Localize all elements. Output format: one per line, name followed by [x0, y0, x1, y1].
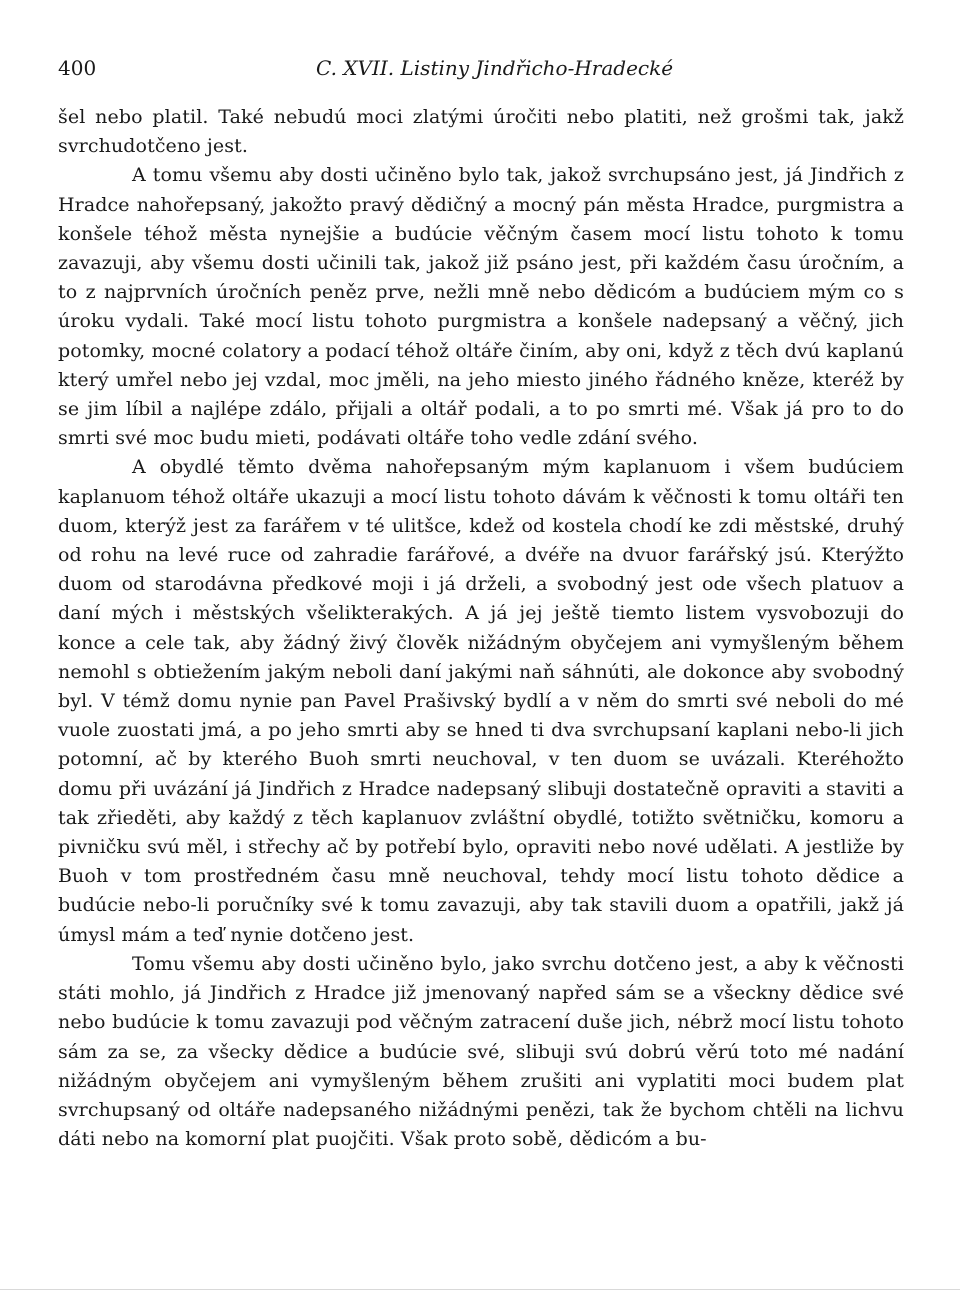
- page-number: 400: [58, 56, 97, 80]
- paragraph: A tomu všemu aby dosti učiněno bylo tak, jakož svrchupsáno jest, já Jindřich z Hradce nahořepsaný, jakožto pravý dědičný a mocný pán města Hradce, purgmistra a konšele téhož města nynejšie a budúcie věčným časem mocí listu tohoto k tomu zavazuji, aby všemu dosti učinili tak, jakož již psáno jest, při každém času úročním, a to z najprvních úročních peněz prve, nežli mně nebo dědicóm a budúciem mým co s úroku vydali. Také mocí listu tohoto purgmistra a konšele nadepsaný a věčný, jich potomky, mocné colatory a podací téhož oltáře činím, aby oni, když z těch dvú kaplanú který umřel nebo jej vzdal, moc jměli, na jeho miesto jiného řádného kněze, kteréž by se jim líbil a najlépe zdálo, přijali a oltář podali, a to po smrti mé. Však já pro to do smrti své moc budu mieti, podávati oltáře toho vedle zdání svého.: [58, 164, 904, 450]
- page-edge-rule: [0, 1289, 960, 1290]
- paragraph: Tomu všemu aby dosti učiněno bylo, jako svrchu dotčeno jest, a aby k věčnosti státi mohlo, já Jindřich z Hradce již jmenovaný napřed sám se a všeckny dědice své nebo budúcie k tomu zavazuji pod věčným zatracení duše jich, nébrž mocí listu tohoto sám za se, za všecky dědice a budúcie své, slibuji svú dobrú věrú toto mé nadání nižádným obyčejem ani vymyšleným během zrušiti ani vyplatiti moci budem plat svrchupsaný od oltáře nadepsaného nižádnými penězi, tak že bychom chtěli na lichvu dáti nebo na komorní plat puojčiti. Však proto sobě, dědicóm a bu-: [58, 952, 904, 1151]
- body-text: [58, 103, 904, 1154]
- page-header: [58, 54, 904, 82]
- paragraph-continuation: šel nebo platil. Také nebudú moci zlatými úročiti nebo platiti, než grošmi tak, jakž svrchudotčeno jest.: [58, 106, 904, 158]
- running-head: C. XVII. Listiny Jindřicho-Hradecké: [316, 56, 674, 80]
- paragraph: A obydlé těmto dvěma nahořepsaným mým kaplanuom i všem budúciem kaplanuom téhož oltáře ukazuji a mocí listu tohoto dávám k věčnosti k tomu oltáři ten duom, kterýž jest za farářem v té ulitšce, kdež od kostela chodí ke zdi městské, druhý od rohu na levé ruce od zahradie farářové, a dvéře na dvuor farářský jsú. Kterýžto duom od starodávna předkové moji i já drželi, a svobodný jest ode všech platuov a daní mých i městských všelikterakých. A já jej ještě tiemto listem vysvobozuji do konce a cele tak, aby žádný živý člověk nižádným obyčejem ani vymyšleným během nemohl s obtiežením jakým neboli daní jakými naň sáhnúti, ale dokonce aby svobodný byl. V témž domu nynie pan Pavel Prašivský bydlí a v něm do smrti své neboli do mé vuole zuostati jmá, a po jeho smrti aby se hned ti dva svrchupsaní kaplani nebo-li jich potomní, ač by kterého Buoh smrti neuchoval, v ten duom se uvázali. Kteréhožto domu při uvázání já Jindřich z Hradce nadepsaný slibuji dostatečně opraviti a staviti a tak zřieděti, aby každý z těch kaplanuov zvláštní obydlé, totižto světničku, komoru a pivničku svú měl, i střechy ač by potřebí bylo, opraviti nebo nové udělati. A jestliže by Buoh v tom prostředném času mně neuchoval, tehdy mocí listu tohoto dědice a budúcie nebo-li poručníky své k tomu zavazuji, aby tak stavili duom a opatřili, jakž já úmysl mám a teď nynie dotčeno jest.: [58, 456, 904, 946]
